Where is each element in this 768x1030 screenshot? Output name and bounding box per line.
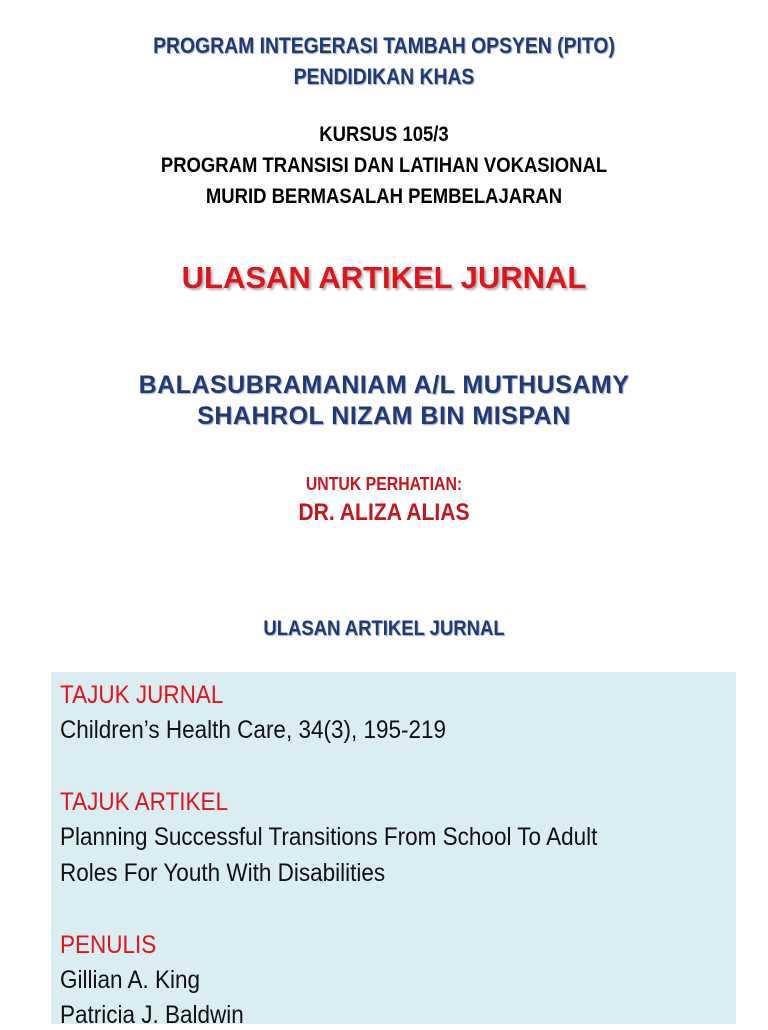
course-title-line1: PROGRAM TRANSISI DAN LATIHAN VOKASIONAL: [160, 154, 608, 177]
author-name: BALASUBRAMANIAM A/L MUTHUSAMY: [138, 371, 630, 399]
writer-name: Patricia J. Baldwin: [60, 1001, 244, 1029]
article-title-label: TAJUK ARTIKEL: [60, 788, 228, 816]
course-code: KURSUS 105/3: [319, 123, 449, 146]
writer-name: Gillian A. King: [60, 966, 201, 994]
supervisor-name: DR. ALIZA ALIAS: [298, 499, 470, 526]
article-title-line1: Planning Successful Transitions From School To Adult: [60, 823, 598, 851]
course-title-line2: MURID BERMASALAH PEMBELAJARAN: [205, 185, 563, 208]
journal-title-label: TAJUK JURNAL: [60, 681, 224, 709]
article-title-line2: Roles For Youth With Disabilities: [60, 859, 386, 887]
journal-info-card: [51, 672, 736, 1029]
section-heading: ULASAN ARTIKEL JURNAL: [263, 617, 505, 640]
journal-title-value: Children’s Health Care, 34(3), 195-219: [60, 716, 447, 744]
attention-label: UNTUK PERHATIAN:: [305, 474, 463, 494]
writer-label: PENULIS: [60, 931, 157, 959]
main-title: ULASAN ARTIKEL JURNAL: [181, 260, 587, 295]
program-title-line1: PROGRAM INTEGERASI TAMBAH OPSYEN (PITO): [153, 33, 615, 58]
author-name: SHAHROL NIZAM BIN MISPAN: [197, 402, 571, 430]
program-title-line2: PENDIDIKAN KHAS: [293, 64, 475, 89]
